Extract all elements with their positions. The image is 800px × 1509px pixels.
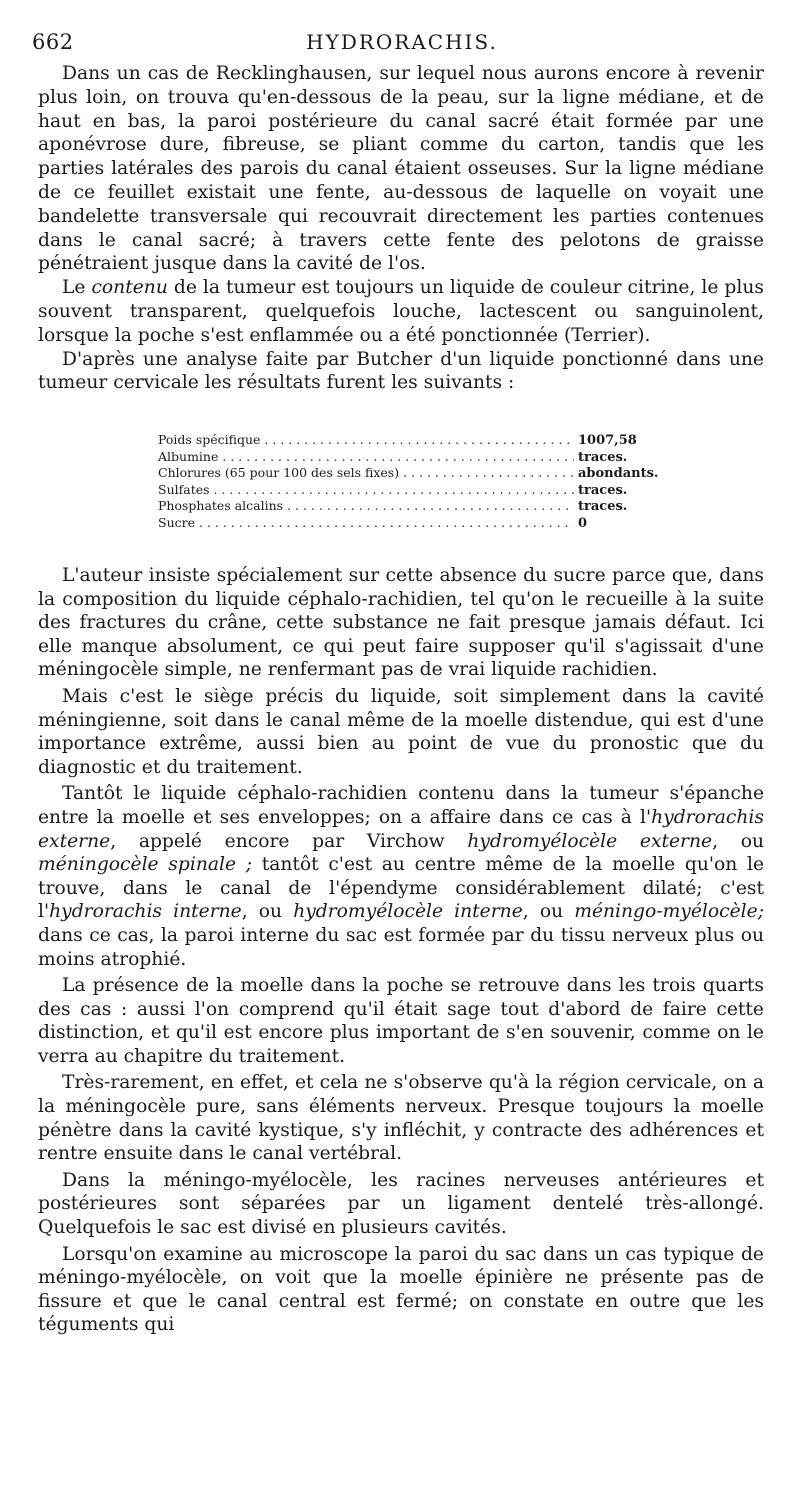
analysis-value: traces. <box>578 499 628 514</box>
paragraph-rarement: Très-rarement, en effet, et cela ne s'observe qu'à la région cervicale, on a la méningocèle pure, sans éléments nerveux. Presque toujours la moelle pénètre dans la cavité kystique, s'y infléchit, y contracte des adhérences et rentre ensuite dans le canal vertébral. <box>38 1072 764 1165</box>
leader-dots <box>199 515 574 531</box>
leader-dots <box>222 449 574 465</box>
analysis-value: 0 <box>578 515 588 531</box>
leader-dots <box>287 498 574 514</box>
text-run: , appelé encore par Virchow <box>110 830 468 852</box>
analysis-value: traces. <box>578 449 628 465</box>
text-run: tantôt c'est au centre même de la moelle qu'on le trouve, dans le canal de l'épendyme considérablement dilaté; c'est l' <box>38 854 764 923</box>
analysis-label: Albumine <box>158 448 219 464</box>
body-text-top <box>38 62 764 395</box>
text-run: Le <box>62 277 92 299</box>
analysis-label: Sucre <box>158 514 195 530</box>
running-title: HYDRORACHIS. <box>306 30 498 54</box>
text-run: , ou <box>241 901 294 923</box>
analysis-table <box>158 432 658 531</box>
analysis-label: Phosphates alcalins <box>158 498 284 513</box>
text-run: , ou <box>712 830 764 852</box>
analysis-row <box>158 515 658 532</box>
paragraph-analysis-intro: D'après une analyse faite par Butcher d'un liquide ponctionné dans une tumeur cervicale les résultats furent les suivants : <box>38 348 764 394</box>
paragraph-myelocele: Dans la méningo-myélocèle, les racines nerveuses antérieures et postérieures sont séparées par un ligament dentelé très-allongé. Quelquefois le sac est divisé en plusieurs cavités. <box>38 1169 764 1239</box>
analysis-label: Sulfates <box>158 481 210 497</box>
leader-dots <box>403 465 574 481</box>
page-header <box>32 30 772 60</box>
italic-term: hydromyélocèle externe <box>467 830 713 852</box>
leader-dots <box>214 482 574 498</box>
analysis-label: Chlorures (65 pour 100 des sels fixes) <box>158 465 400 480</box>
analysis-label: Poids spécifique <box>158 432 261 447</box>
text-run: dans ce cas, la paroi interne du sac est formée par du tissu nerveux plus ou moins atrophié. <box>38 924 764 970</box>
analysis-value: 1007,58 <box>578 433 637 448</box>
leader-dots <box>264 432 574 448</box>
paragraph-tantot <box>38 782 764 971</box>
analysis-row <box>158 482 658 499</box>
body-text-bottom <box>38 564 764 1340</box>
paragraph-presence: La présence de la moelle dans la poche se retrouve dans les trois quarts des cas : aussi l'on comprend qu'il était sage tout d'abord de faire cette distinction, et qu'il est encore plus important de s'en souvenir, comme on le verra au chapitre du traitement. <box>38 975 764 1067</box>
text-run: , ou <box>522 901 575 923</box>
paragraph-microscope: Lorsqu'on examine au microscope la paroi du sac dans un cas typique de méningo-myélocèle, on voit que la moelle épinière ne présente pas de fissure et que le canal central est fermé; on constate en outre que les téguments qui <box>38 1243 764 1336</box>
analysis-row <box>158 432 658 449</box>
analysis-row <box>158 498 658 515</box>
page-number: 662 <box>32 30 74 54</box>
italic-term: méningo-myélocèle; <box>574 901 765 923</box>
analysis-row <box>158 449 658 466</box>
paragraph-recklinghausen: Dans un cas de Recklinghausen, sur lequel nous aurons encore à revenir plus loin, on trouva qu'en-dessous de la peau, sur la ligne médiane, et de haut en bas, la paroi postérieure du canal sacré était formée par une aponévrose dure, fibreuse, se pliant comme du carton, tandis que les parties latérales des parois du canal étaient osseuses. Sur la ligne médiane de ce feuillet existait une fente, au-dessous de laquelle on voyait une bandelette transversale qui recouvrait directement les parties contenues dans le canal sacré; à travers cette fente des pelotons de graisse pénétraient jusque dans la cavité de l'os. <box>38 63 764 275</box>
analysis-value: traces. <box>578 482 628 498</box>
paragraph-siege: Mais c'est le siège précis du liquide, soit simplement dans la cavité méningienne, soit dans le canal même de la moelle distendue, qui est d'une importance extrême, aussi bien au point de vue du pronostic que du diagnostic et du traitement. <box>38 685 764 778</box>
italic-term: méningocèle spinale ; <box>38 854 253 876</box>
text-run: Tantôt le liquide céphalo-rachidien contenu dans la tumeur s'épanche entre la moelle et ses enveloppes; on a affaire dans ce cas à l' <box>38 783 764 828</box>
italic-term: hydrorachis interne <box>49 901 242 923</box>
paragraph-contenu <box>38 276 764 347</box>
italic-term: contenu <box>91 277 168 299</box>
text-run: de la tumeur est toujours un liquide de couleur citrine, le plus souvent transparent, quelquefois louche, lactescent ou sanguinolent, lorsque la poche s'est enflammée ou a été ponctionnée (Terrier). <box>38 277 764 346</box>
analysis-value: abondants. <box>578 466 658 481</box>
italic-term: hydromyélocèle interne <box>293 901 523 923</box>
italic-term: hydrorachis externe <box>38 806 764 852</box>
paragraph-auteur: L'auteur insiste spécialement sur cette absence du sucre parce que, dans la composition du liquide céphalo-rachidien, tel qu'on le recueille à la suite des fractures du crâne, cette substance ne fait presque jamais défaut. Ici elle manque absolument, ce qui peut faire supposer qu'il s'agissait d'une méningocèle simple, ne renfermant pas de vrai liquide rachidien. <box>38 565 764 681</box>
analysis-row <box>158 465 658 482</box>
